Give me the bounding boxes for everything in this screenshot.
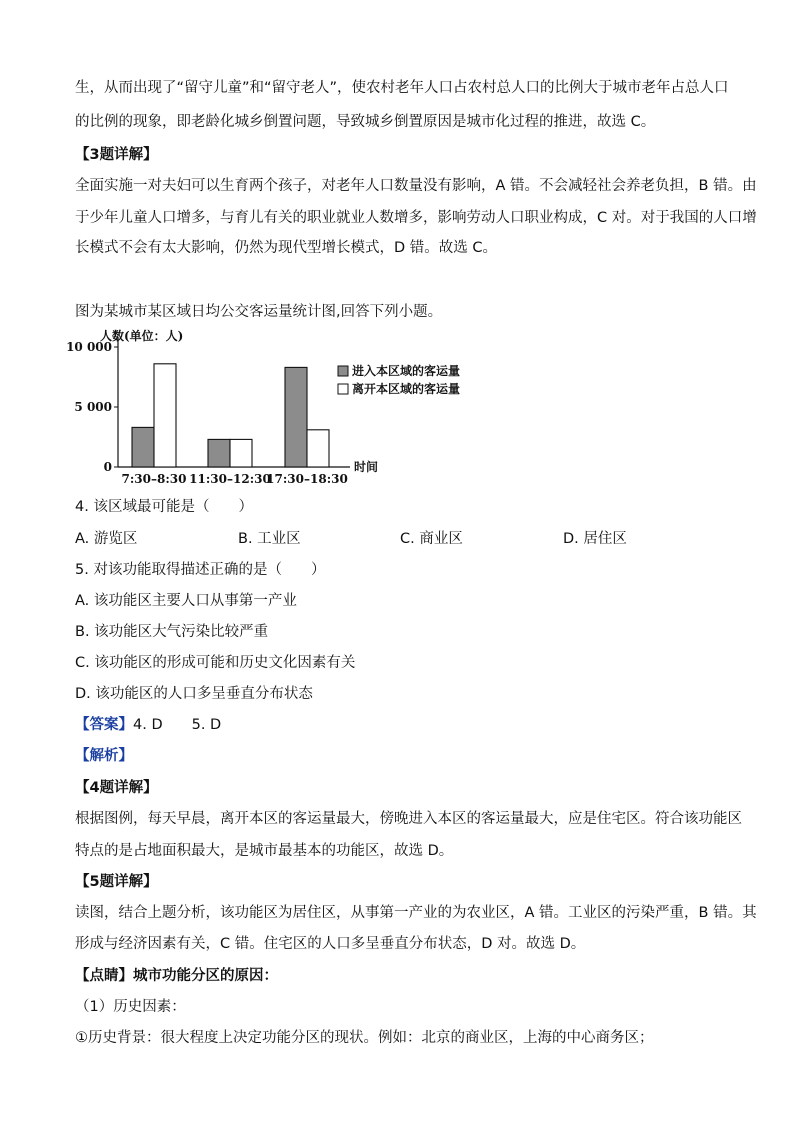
answer-text: 4. D 5. D (133, 717, 222, 733)
q5-option-c: C. 该功能区的形成可能和历史文化因素有关 (75, 655, 356, 671)
q4-header: 【4题详解】 (75, 780, 158, 796)
y-tick-label: 10 000 (66, 340, 112, 354)
legend-swatch (338, 384, 348, 394)
q5-option-a: A. 该功能区主要人口从事第一产业 (75, 593, 297, 609)
passenger-volume-chart (60, 322, 490, 492)
y-tick-label: 0 (103, 460, 112, 474)
bar (132, 427, 154, 467)
x-axis-label: 时间 (354, 460, 379, 474)
bar (154, 364, 176, 467)
q4-stem: 4. 该区域最可能是（ ） (75, 499, 253, 515)
q4-option-c: C. 商业区 (400, 531, 463, 547)
q4-option-b: B. 工业区 (238, 531, 301, 547)
q4-body-line: 特点的是占地面积最大，是城市最基本的功能区，故选 D。 (75, 843, 454, 859)
q5-header: 【5题详解】 (75, 874, 158, 890)
q4-body-line: 根据图例，每天早晨，离开本区的客运量最大，傍晚进入本区的客运量最大，应是住宅区。符合该功能区 (75, 811, 742, 827)
x-tick-label: 11:30–12:30 (189, 472, 271, 486)
analysis-tag: 【解析】 (75, 748, 133, 764)
q5-body-line: 形成与经济因素有关，C 错。住宅区的人口多呈垂直分布状态，D 对。故选 D。 (75, 936, 586, 952)
answer-tag: 【答案】 (75, 717, 133, 733)
q4-option-a: A. 游览区 (75, 531, 138, 547)
chart-intro: 图为某城市某区域日均公交客运量统计图,回答下列小题。 (75, 304, 443, 320)
legend-label: 离开本区域的客运量 (352, 382, 461, 396)
bar (285, 367, 307, 467)
q3-body-line: 长模式不会有太大影响，仍然为现代型增长模式，D 错。故选 C。 (75, 240, 498, 256)
paragraph-line: 的比例的现象，即老龄化城乡倒置问题，导致城乡倒置原因是城市化过程的推进，故选 C。 (75, 114, 656, 130)
answer-line (75, 715, 735, 735)
legend-label: 进入本区域的客运量 (352, 364, 461, 378)
legend-swatch (338, 366, 348, 376)
paragraph-line: 生，从而出现了“留守儿童”和“留守老人”，使农村老年人口占农村总人口的比例大于城市老年占总人口 (75, 80, 729, 96)
q5-body-line: 读图，结合上题分析，该功能区为居住区，从事第一产业的为农业区，A 错。工业区的污染严重，B 错。其 (75, 905, 757, 921)
q5-option-b: B. 该功能区大气污染比较严重 (75, 624, 269, 640)
key-point-heading: 【点睛】城市功能分区的原因： (75, 968, 278, 984)
q3-header: 【3题详解】 (75, 147, 158, 163)
q4-option-d: D. 居住区 (563, 531, 627, 547)
q3-body-line: 全面实施一对夫妇可以生育两个孩子，对老年人口数量没有影响，A 错。不会减轻社会养老负担，B 错。由 (75, 178, 757, 194)
bar-chart-svg (60, 322, 490, 492)
x-tick-label: 17:30–18:30 (266, 472, 348, 486)
q5-option-d: D. 该功能区的人口多呈垂直分布状态 (75, 686, 313, 702)
x-tick-label: 7:30–8:30 (121, 472, 187, 486)
bar (307, 430, 329, 467)
y-tick-label: 5 000 (74, 400, 112, 414)
q3-body-line: 于少年儿童人口增多，与育儿有关的职业就业人数增多，影响劳动人口职业构成，C 对。对于我国的人口增 (75, 210, 757, 226)
y-axis-label: 人数(单位：人) (100, 329, 184, 343)
q5-stem: 5. 对该功能取得描述正确的是（ ） (75, 562, 326, 578)
bar (208, 439, 230, 467)
point-1-1: ①历史背景：很大程度上决定功能分区的现状。例如：北京的商业区，上海的中心商务区； (75, 1030, 654, 1046)
point-1: （1）历史因素： (75, 999, 186, 1015)
bar (230, 439, 252, 467)
